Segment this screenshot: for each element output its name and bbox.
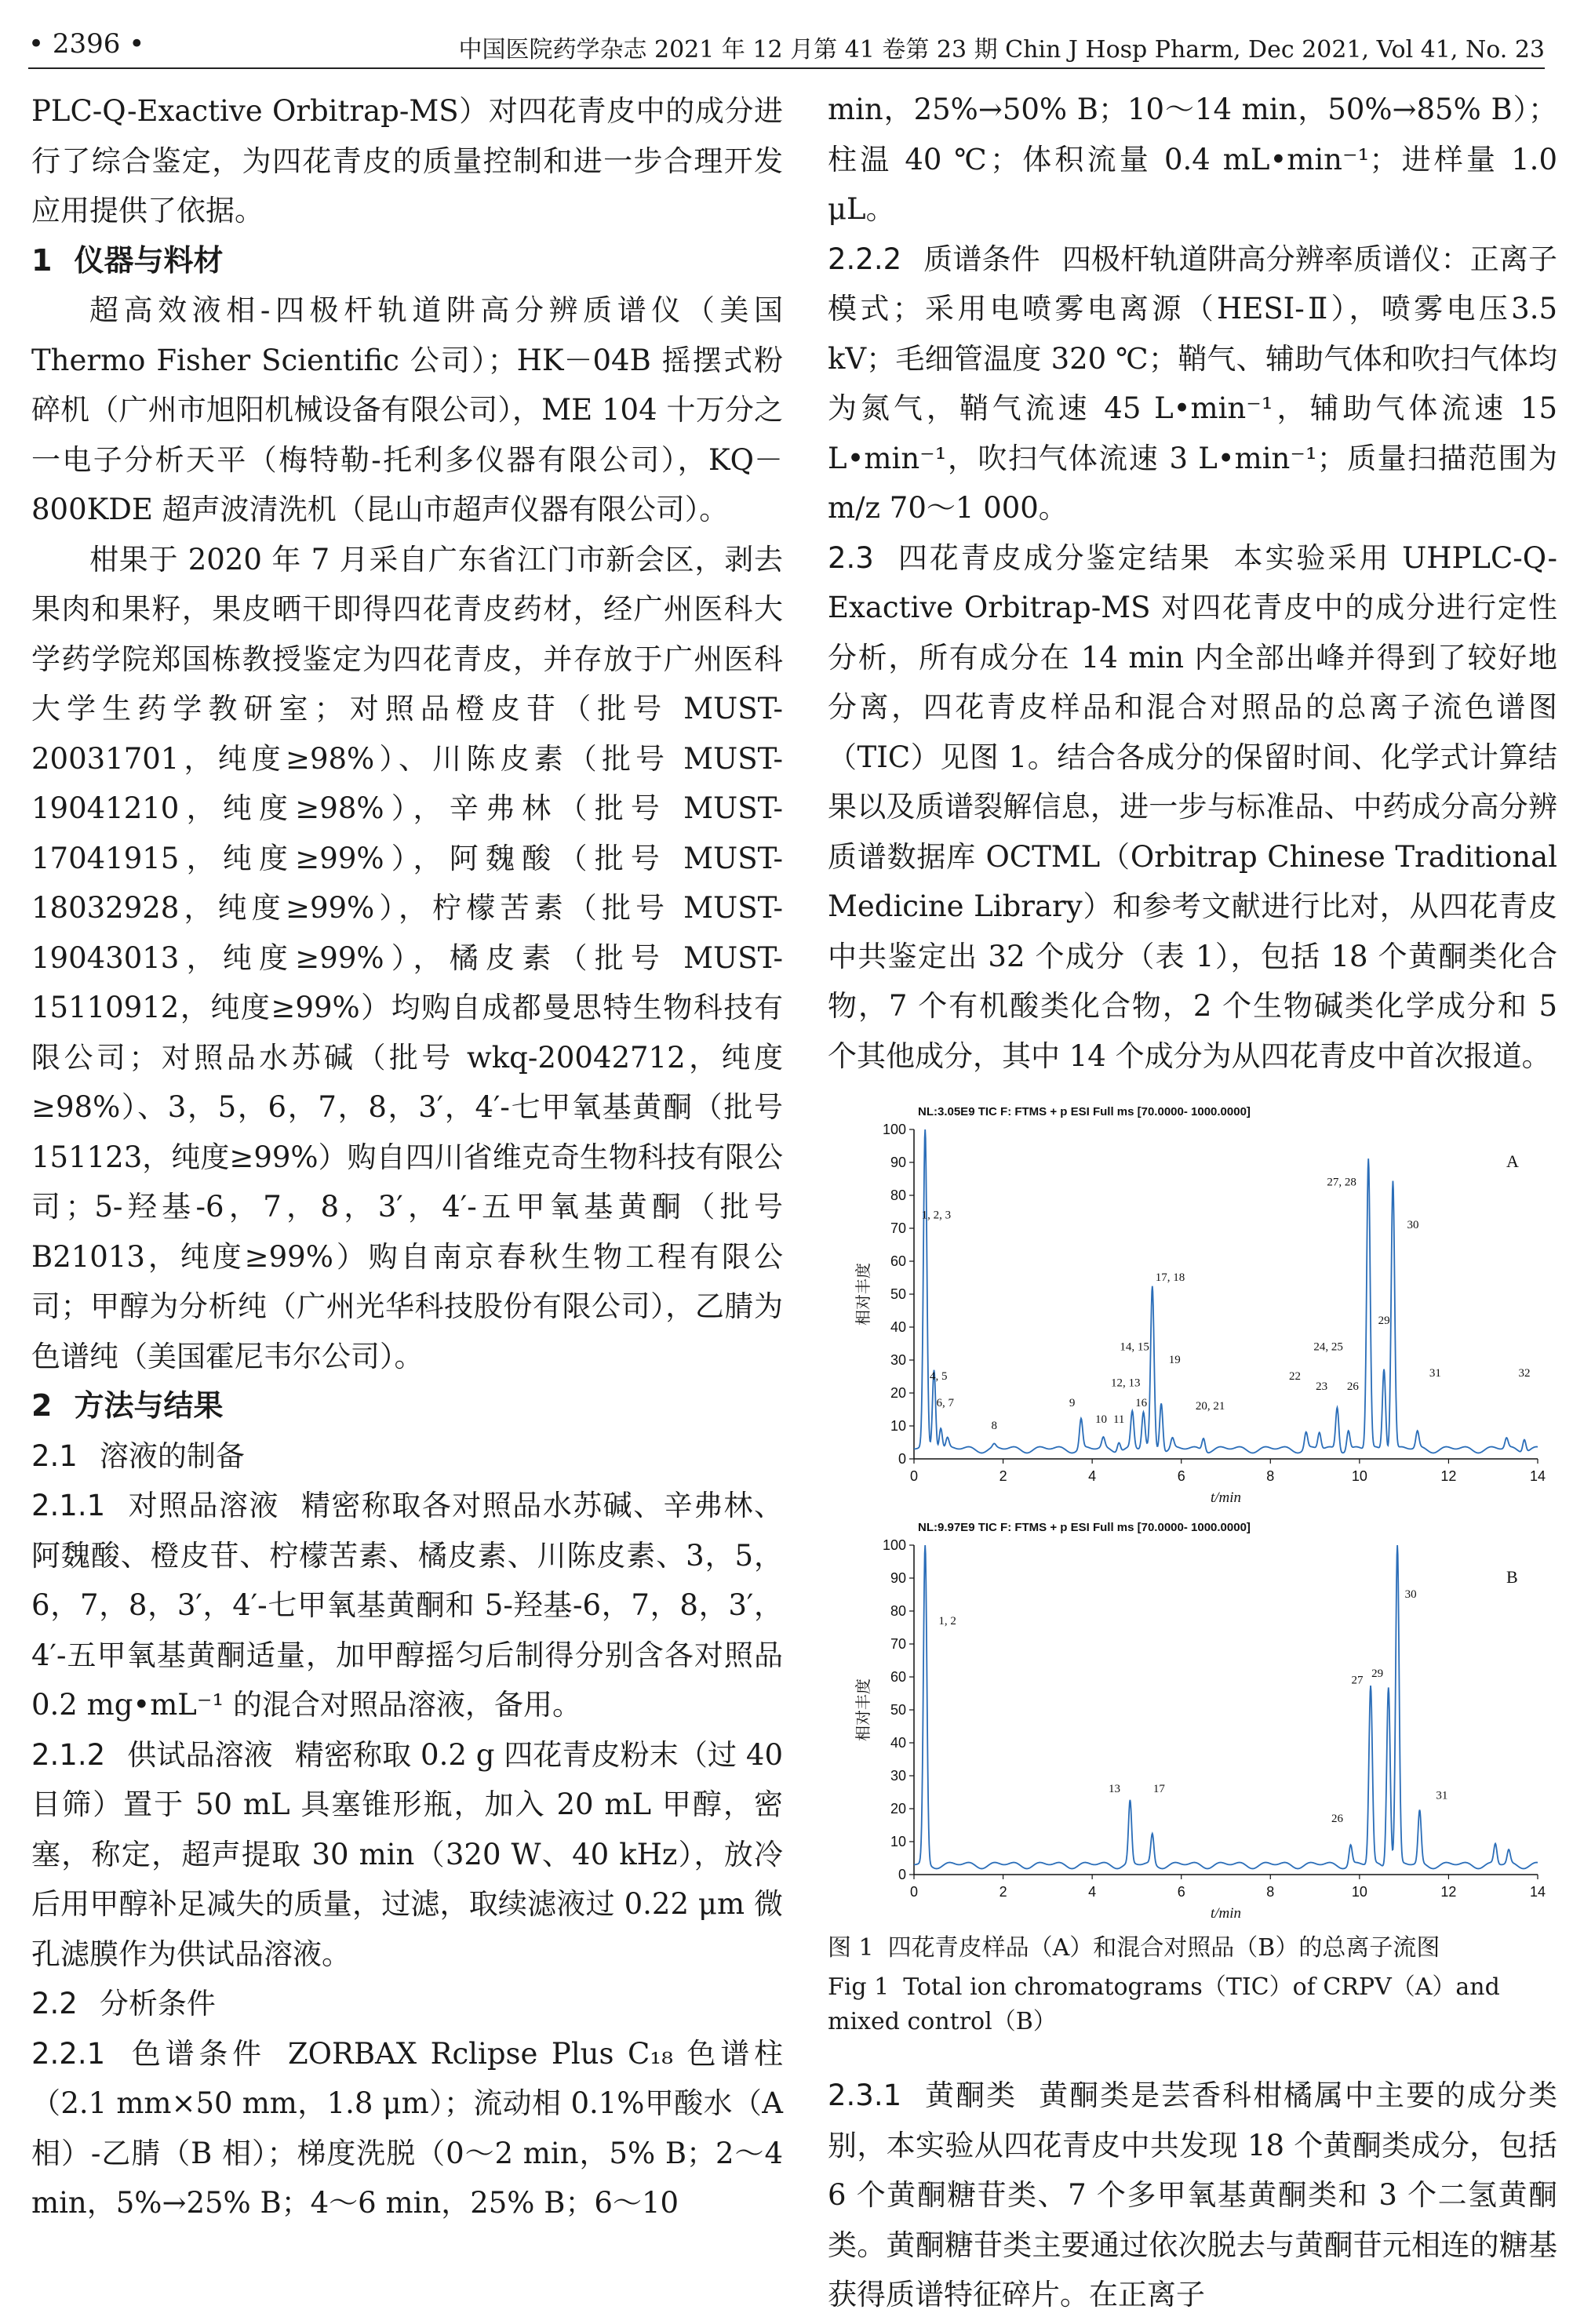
y-tick-label: 100 <box>882 1122 906 1137</box>
paragraph-text: 四极杆轨道阱高分辨率质谱仪：正离子模式；采用电喷雾电离源（HESI-Ⅱ），喷雾电压3.5 kV；毛细管温度 320 ℃；鞘气、辅助气体和吹扫气体均为氮气，鞘气流速 45 L•min⁻¹，辅助气体流速 15 L•min⁻¹，吹扫气体流速 3 L•min⁻¹；质量扫描范围为 m/z 70～1 000。 <box>828 242 1558 525</box>
y-axis-label: 相对丰度 <box>854 1678 872 1741</box>
chromatogram-panel-a <box>828 1098 1557 1514</box>
peak-label: 14, 15 <box>1120 1340 1149 1354</box>
x-tick-label: 10 <box>1351 1884 1367 1900</box>
left-column <box>31 86 783 2228</box>
peak-label: 17, 18 <box>1155 1271 1185 1285</box>
peak-label: 9 <box>1069 1396 1076 1409</box>
peak-label: 10 <box>1095 1413 1107 1426</box>
peak-label: 17 <box>1152 1783 1165 1795</box>
section-title: 分析条件 <box>99 1987 216 2020</box>
y-tick-label: 50 <box>890 1286 906 1302</box>
peak-label: 30 <box>1407 1219 1419 1231</box>
figure-1 <box>828 1098 1557 2039</box>
figure-label: 图 1 <box>828 1934 874 1962</box>
section-2-2-2-paragraph <box>828 235 1557 533</box>
section-number: 2.2 <box>31 1987 78 2020</box>
section-2-2-heading <box>31 1979 783 2029</box>
y-tick-label: 20 <box>890 1385 906 1401</box>
peak-label: 1, 2, 3 <box>921 1209 952 1222</box>
peak-label: 12, 13 <box>1110 1377 1141 1390</box>
chromatogram-panel-b <box>828 1514 1557 1922</box>
y-tick-label: 20 <box>890 1801 906 1817</box>
section-title: 仪器与料材 <box>74 242 224 278</box>
header-rule <box>28 67 1545 69</box>
peak-label: 26 <box>1331 1812 1343 1825</box>
x-tick-label: 14 <box>1529 1468 1546 1484</box>
x-tick-label: 4 <box>1088 1468 1097 1484</box>
tic-trace <box>914 1129 1538 1453</box>
section-2-3-paragraph <box>828 533 1557 1082</box>
x-tick-label: 0 <box>909 1468 919 1484</box>
y-tick-label: 10 <box>890 1834 906 1849</box>
x-tick-label: 0 <box>909 1884 919 1900</box>
figure-caption-zh <box>828 1929 1557 1967</box>
y-tick-label: 0 <box>898 1451 906 1467</box>
running-header <box>28 24 1545 67</box>
journal-info: 中国医院药学杂志 2021 年 12 月第 41 卷第 23 期 Chin J Hosp Pharm, Dec 2021, Vol 41, No. 23 <box>458 36 1545 64</box>
peak-label: 8 <box>991 1420 997 1433</box>
subsection-title: 色谱条件 <box>127 2036 266 2071</box>
y-tick-label: 80 <box>890 1187 906 1203</box>
section-2-1-heading <box>31 1431 783 1482</box>
y-tick-label: 100 <box>882 1537 906 1553</box>
x-tick-label: 12 <box>1440 1884 1457 1900</box>
y-tick-label: 0 <box>898 1867 906 1882</box>
section-1-heading <box>31 236 783 286</box>
x-tick-label: 2 <box>999 1468 1007 1484</box>
peak-label: 27, 28 <box>1327 1176 1356 1189</box>
peak-label: 20, 21 <box>1195 1400 1225 1413</box>
tic-trace <box>914 1545 1538 1868</box>
x-tick-label: 8 <box>1266 1468 1275 1484</box>
section-2-heading <box>31 1381 783 1431</box>
peak-label: 13 <box>1109 1783 1121 1795</box>
y-tick-label: 60 <box>890 1253 906 1269</box>
x-axis-label: t/min <box>1210 1905 1242 1922</box>
y-tick-label: 90 <box>890 1155 906 1170</box>
x-tick-label: 4 <box>1088 1884 1097 1900</box>
materials-paragraph: 柑果于 2020 年 7 月采自广东省江门市新会区，剥去果肉和果籽，果皮晒干即得四花青皮药材，经广州医科大学药学院郑国栋教授鉴定为四花青皮，并存放于广州医科大学生药学教研室；对照品橙皮苷（批号 MUST-20031701，纯度≥98%）、川陈皮素（批号 MUST-19041210，纯度≥98%），辛弗林（批号 MUST-17041915，纯度≥99%），阿魏酸（批号 MUST-18032928，纯度≥99%），柠檬苦素（批号 MUST-19043013，纯度≥99%），橘皮素（批号 MUST-15110912，纯度≥99%）均购自成都曼思特生物科技有限公司；对照品水苏碱（批号 wkq-20042712，纯度≥98%）、3，5，6，7，8，3′，4′-七甲氧基黄酮（批号 151123，纯度≥99%）购自四川省维克奇生物科技有限公司；5-羟基-6，7，8，3′，4′-五甲氧基黄酮（批号 B21013，纯度≥99%）购自南京春秋生物工程有限公司；甲醇为分析纯（广州光华科技股份有限公司），乙腈为色谱纯（美国霍尼韦尔公司）。 <box>31 542 783 1373</box>
subsection-title: 四花青皮成分鉴定结果 <box>895 540 1212 575</box>
paragraph-text: 精密称取各对照品水苏碱、辛弗林、阿魏酸、橙皮苷、柠檬苦素、橘皮素、川陈皮素、3，5，6，7，8，3′，4′-七甲氧基黄酮和 5-羟基-6，7，8，3′，4′-五甲氧基黄酮适量，加甲醇摇匀后制得分别含各对照品 0.2 mg•mL⁻¹ 的混合对照品溶液，备用。 <box>31 1489 783 1722</box>
y-tick-label: 80 <box>890 1603 906 1619</box>
section-number: 2.2.1 <box>31 2036 106 2071</box>
subsection-title: 对照品溶液 <box>127 1489 279 1522</box>
section-number: 2.1 <box>31 1438 78 1473</box>
peak-label: 19 <box>1168 1354 1181 1367</box>
section-number: 2.3.1 <box>828 2079 902 2112</box>
figure-label: Fig 1 <box>828 1973 890 2001</box>
peak-label: 30 <box>1404 1588 1417 1602</box>
peak-label: 27 <box>1351 1674 1364 1687</box>
section-number: 2.1.2 <box>31 1737 106 1772</box>
chart-title: NL:9.97E9 TIC F: FTMS + p ESI Full ms [70.0000- 1000.0000] <box>918 1521 1251 1534</box>
section-number: 1 <box>31 242 53 278</box>
instruments-paragraph: 超高效液相-四极杆轨道阱高分辨质谱仪（美国 Thermo Fisher Scientific 公司）；HK－04B 摇摆式粉碎机（广州市旭阳机械设备有限公司），ME 104 十万分之一电子分析天平（梅特勒-托利多仪器有限公司），KQ－800KDE 超声波清洗机（昆山市超声仪器有限公司）。 <box>31 293 783 526</box>
figure-caption-en <box>828 1970 1557 2039</box>
chart-title: NL:3.05E9 TIC F: FTMS + p ESI Full ms [70.0000- 1000.0000] <box>918 1105 1251 1118</box>
peak-label: 11 <box>1112 1413 1125 1426</box>
y-tick-label: 90 <box>890 1570 906 1586</box>
y-tick-label: 50 <box>890 1702 906 1718</box>
y-tick-label: 40 <box>890 1319 906 1335</box>
section-number: 2.2.2 <box>828 242 902 276</box>
subsection-title: 黄酮类 <box>923 2079 1018 2112</box>
x-tick-label: 6 <box>1177 1468 1185 1484</box>
x-tick-label: 6 <box>1177 1884 1185 1900</box>
y-axis-label: 相对丰度 <box>854 1263 872 1326</box>
peak-label: 6, 7 <box>936 1396 954 1409</box>
subsection-title: 质谱条件 <box>923 242 1040 276</box>
panel-label: B <box>1506 1567 1518 1587</box>
paragraph-text: ZORBAX Rclipse Plus C₁₈ 色谱柱（2.1 mm×50 mm，1.8 μm）；流动相 0.1%甲酸水（A 相）-乙腈（B 相）；梯度洗脱（0～2 min，5% B；2～4 min，5%→25% B；4～6 min，25% B；6～10 <box>31 2036 783 2220</box>
caption-text: Total ion chromatograms（TIC）of CRPV（A）and mixed control（B） <box>828 1973 1500 2035</box>
page-number: • 2396 • <box>28 28 145 60</box>
peak-label: 16 <box>1135 1396 1148 1409</box>
y-tick-label: 30 <box>890 1352 906 1368</box>
peak-label: 1, 2 <box>938 1614 956 1628</box>
x-tick-label: 10 <box>1351 1468 1367 1484</box>
x-tick-label: 8 <box>1266 1884 1275 1900</box>
peak-label: 26 <box>1346 1380 1359 1393</box>
section-2-1-1-paragraph <box>31 1481 783 1730</box>
y-tick-label: 70 <box>890 1220 906 1236</box>
y-tick-label: 10 <box>890 1418 906 1434</box>
right-column <box>828 85 1557 1081</box>
paragraph-text: 精密称取 0.2 g 四花青皮粉末（过 40 目筛）置于 50 mL 具塞锥形瓶，加入 20 mL 甲醇，密塞，称定，超声提取 30 min（320 W、40 kHz），放冷后用甲醇补足减失的质量，过滤，取续滤液过 0.22 μm 微孔滤膜作为供试品溶液。 <box>31 1737 784 1971</box>
peak-label: 31 <box>1436 1789 1448 1802</box>
section-number: 2 <box>31 1388 53 1423</box>
peak-label: 32 <box>1518 1367 1531 1380</box>
section-2-2-1-continuation: min，25%→50% B；10～14 min，50%→85% B）；柱温 40 ℃；体积流量 0.4 mL•min⁻¹；进样量 1.0 μL。 <box>828 93 1557 226</box>
subsection-title: 供试品溶液 <box>127 1737 273 1772</box>
y-tick-label: 30 <box>890 1768 906 1784</box>
x-tick-label: 2 <box>999 1884 1007 1900</box>
section-title: 溶液的制备 <box>99 1438 245 1473</box>
x-axis-label: t/min <box>1210 1489 1242 1506</box>
x-tick-label: 12 <box>1440 1468 1457 1484</box>
intro-tail-paragraph: PLC-Q-Exactive Orbitrap-MS）对四花青皮中的成分进行了综合鉴定，为四花青皮的质量控制和进一步合理开发应用提供了依据。 <box>31 94 783 227</box>
peak-label: 22 <box>1289 1370 1302 1384</box>
peak-label: 23 <box>1316 1380 1328 1393</box>
section-number: 2.3 <box>828 540 874 575</box>
y-tick-label: 70 <box>890 1636 906 1652</box>
y-tick-label: 40 <box>890 1735 906 1751</box>
peak-label: 29 <box>1378 1314 1390 1327</box>
peak-label: 29 <box>1371 1668 1384 1680</box>
peak-label: 24, 25 <box>1313 1340 1343 1354</box>
section-2-1-2-paragraph <box>31 1730 783 1980</box>
x-tick-label: 14 <box>1529 1884 1546 1900</box>
peak-label: 4, 5 <box>929 1370 948 1384</box>
caption-text: 四花青皮样品（A）和混合对照品（B）的总离子流图 <box>887 1934 1440 1962</box>
panel-label: A <box>1506 1151 1519 1171</box>
section-title: 方法与结果 <box>74 1388 224 1423</box>
section-number: 2.1.1 <box>31 1489 106 1522</box>
peak-label: 31 <box>1429 1367 1441 1380</box>
y-tick-label: 60 <box>890 1669 906 1685</box>
section-2-2-1-paragraph <box>31 2029 783 2228</box>
right-column-bottom <box>828 2071 1557 2320</box>
paragraph-text: 本实验采用 UHPLC-Q-Exactive Orbitrap-MS 对四花青皮中的成分进行定性分析，所有成分在 14 min 内全部出峰并得到了较好地分离，四花青皮样品和混合对照品的总离子流色谱图（TIC）见图 1。结合各成分的保留时间、化学式计算结果以及质谱裂解信息，进一步与标准品、中药成分高分辨质谱数据库 OCTML（Orbitrap Chinese Traditional Medicine Library）和参考文献进行比对，从四花青皮中共鉴定出 32 个成分（表 1），包括 18 个黄酮类化合物，7 个有机酸类化合物，2 个生物碱类化学成分和 5 个其他成分，其中 14 个成分为从四花青皮中首次报道。 <box>828 540 1557 1073</box>
section-2-3-1-paragraph <box>828 2071 1557 2320</box>
paragraph-text: 黄酮类是芸香科柑橘属中主要的成分类别，本实验从四花青皮中共发现 18 个黄酮类成分，包括 6 个黄酮糖苷类、7 个多甲氧基黄酮类和 3 个二氢黄酮类。黄酮糖苷类主要通过依次脱去与黄酮苷元相连的糖基获得质谱特征碎片。在正离子 <box>828 2079 1557 2311</box>
